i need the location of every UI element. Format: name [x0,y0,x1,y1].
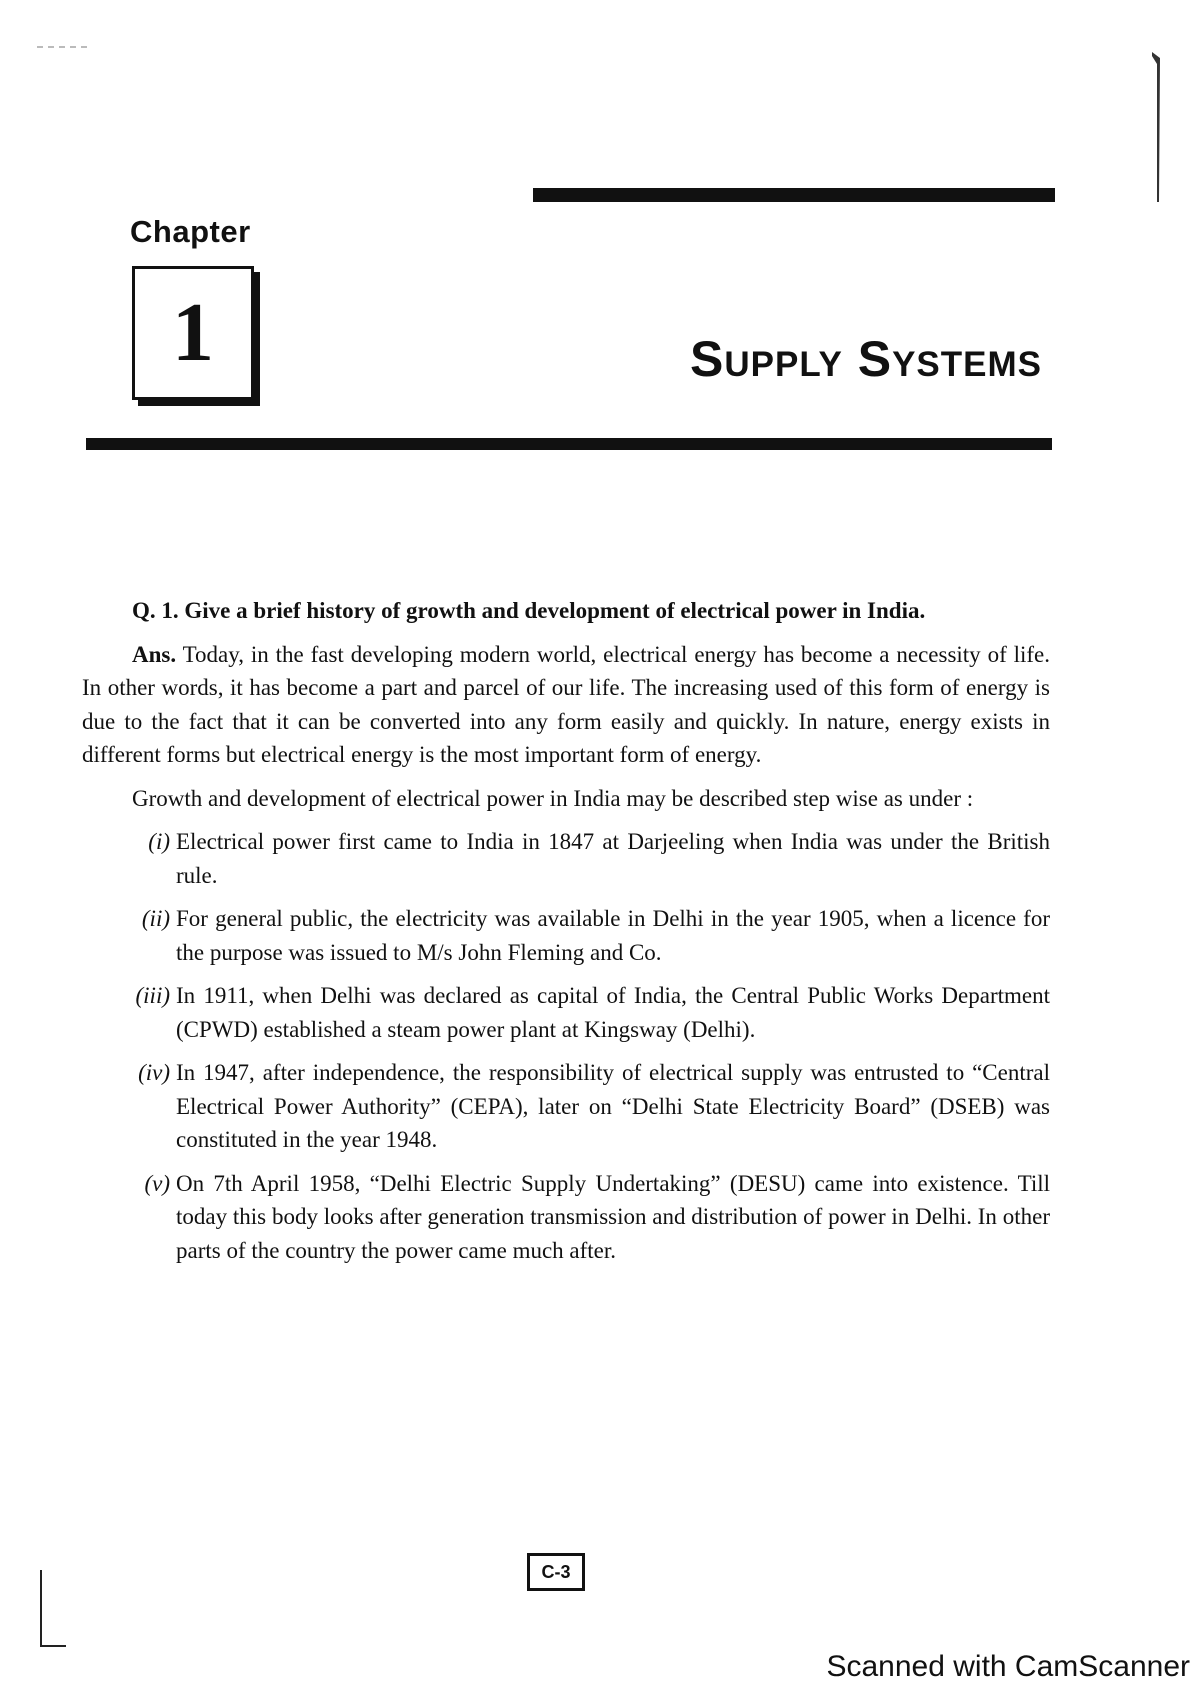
page-number: C-3 [527,1553,585,1591]
answer-paragraph [82,638,1050,772]
chapter-label: Chapter [130,214,251,249]
list-marker: (iv) [138,1060,170,1085]
list-marker: (iii) [135,983,170,1008]
history-list [82,825,1050,1267]
chapter-header-top-rule [533,188,1055,202]
list-marker: (ii) [141,906,170,931]
list-item [82,979,1050,1046]
list-item-text: For general public, the electricity was available in Delhi in the year 1905, when a licence for the purpose was issued to M/s John Fleming and Co. [176,906,1050,965]
chapter-header-bottom-rule [86,438,1052,450]
chapter-number: 1 [172,286,214,379]
scanner-watermark: Scanned with CamScanner [826,1650,1190,1683]
list-marker: (i) [148,829,170,854]
answer-text: Today, in the fast developing modern world, electrical energy has become a necessity of life. In other words, it has become a part and parcel of our life. The increasing used of this form of energy is due to the fact that it can be converted into any form easily and quickly. In nature, energy exists in different forms but electrical energy is the most important form of energy. [82,641,1050,767]
list-item-text: In 1911, when Delhi was declared as capital of India, the Central Public Works Department (CPWD) established a steam power plant at Kingsway (Delhi). [176,983,1050,1042]
question-heading: Q. 1. Give a brief history of growth and development of electrical power in India. [132,598,926,623]
intro-paragraph: Growth and development of electrical power in India may be described step wise as under : [132,785,974,811]
list-item [82,902,1050,969]
list-item-text: On 7th April 1958, “Delhi Electric Supply Undertaking” (DESU) came into existence. Till today this body looks after generation transmission and distribution of power in Delhi. In other parts of the country the power came much after. [176,1170,1050,1263]
list-item [82,825,1050,892]
chapter-title: Supply Systems [690,331,1042,387]
list-item [82,1056,1050,1157]
chapter-body [82,594,1050,1277]
list-item-text: In 1947, after independence, the responsibility of electrical supply was entrusted to “Central Electrical Power Authority” (CEPA), later on “Delhi State Electricity Board” (DSEB) was constituted in the year 1948. [176,1060,1050,1152]
crop-mark [40,1570,66,1647]
list-item-text: Electrical power first came to India in 1847 at Darjeeling when India was under the British rule. [176,829,1050,888]
page-edge-shadow [1152,52,1160,202]
chapter-number-box [132,266,254,400]
list-item [82,1167,1050,1268]
list-marker: (v) [144,1170,170,1196]
answer-label: Ans. [132,641,177,667]
scan-artifact-mark [37,46,87,50]
